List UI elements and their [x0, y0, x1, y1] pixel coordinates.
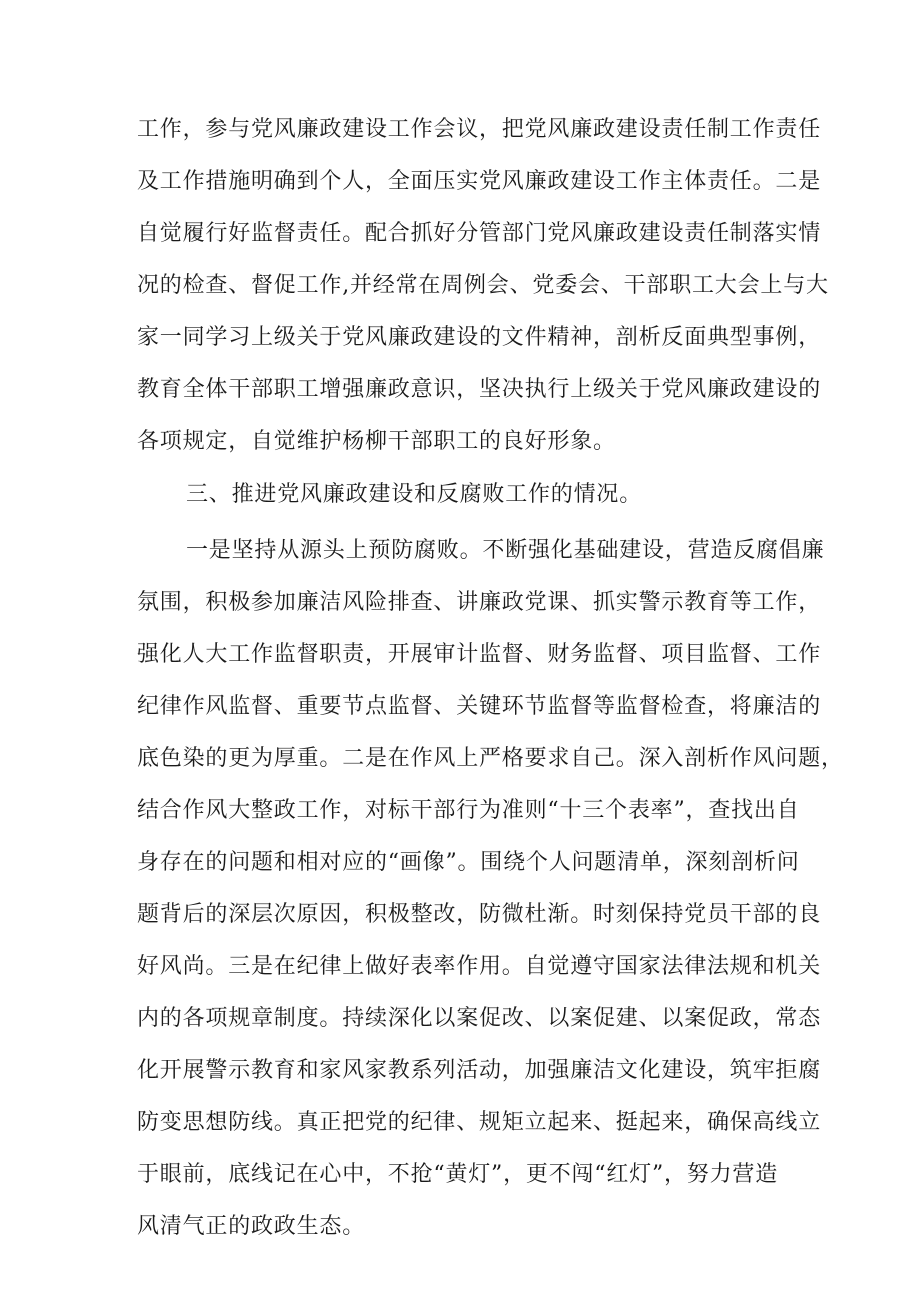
paragraph-line: 风清气正的政政生态。 — [137, 1214, 366, 1239]
paragraph-line: 自觉履行好监督责任。配合抓好分管部门党风廉政建设责任制落实情 — [137, 221, 822, 246]
paragraph-line: 强化人大工作监督职责，开展审计监督、财务监督、项目监督、工作 — [137, 642, 822, 667]
paragraph-line: 家一同学习上级关于党风廉政建设的文件精神，剖析反面典型事例， — [137, 325, 822, 350]
paragraph-line: 身存在的问题和相对应的“画像”。围绕个人问题清单，深刻剖析问 — [137, 850, 800, 875]
paragraph-line: 及工作措施明确到个人，全面压实党风廉政建设工作主体责任。二是 — [137, 169, 822, 194]
paragraph-line: 防变思想防线。真正把党的纪律、规矩立起来、挺起来，确保高线立 — [137, 1110, 822, 1135]
paragraph-line: 内的各项规章制度。持续深化以案促改、以案促建、以案促政，常态 — [137, 1006, 822, 1031]
paragraph-line: 结合作风大整政工作，对标干部行为准则“十三个表率”，查找出自 — [137, 798, 800, 823]
paragraph-line: 化开展警示教育和家风家教系列活动，加强廉洁文化建设，筑牢拒腐 — [137, 1058, 822, 1083]
paragraph-line: 教育全体干部职工增强廉政意识，坚决执行上级关于党风廉政建设的 — [137, 377, 822, 402]
paragraph-line: 题背后的深层次原因，积极整改，防微杜渐。时刻保持党员干部的良 — [137, 902, 822, 927]
paragraph-line: 底色染的更为厚重。二是在作风上严格要求自己。深入剖析作风问题， — [137, 746, 844, 771]
paragraph-line: 于眼前，底线记在心中，不抢“黄灯”，更不闯“红灯”，努力营造 — [137, 1162, 778, 1187]
paragraph-line: 一是坚持从源头上预防腐败。不断强化基础建设，营造反腐倡廉 — [186, 538, 825, 563]
paragraph-line: 好风尚。三是在纪律上做好表率作用。自觉遵守国家法律法规和机关 — [137, 954, 822, 979]
paragraph-line: 工作，参与党风廉政建设工作会议，把党风廉政建设责任制工作责任 — [137, 117, 822, 142]
paragraph-line: 纪律作风监督、重要节点监督、关键环节监督等监督检查，将廉洁的 — [137, 694, 822, 719]
paragraph-line: 各项规定，自觉维护杨柳干部职工的良好形象。 — [137, 429, 616, 454]
paragraph-line: 况的检查、督促工作,并经常在周例会、党委会、干部职工大会上与大 — [137, 273, 829, 298]
section-heading: 三、推进党风廉政建设和反腐败工作的情况。 — [186, 482, 643, 507]
paragraph-line: 氛围，积极参加廉洁风险排查、讲廉政党课、抓实警示教育等工作， — [137, 590, 822, 615]
